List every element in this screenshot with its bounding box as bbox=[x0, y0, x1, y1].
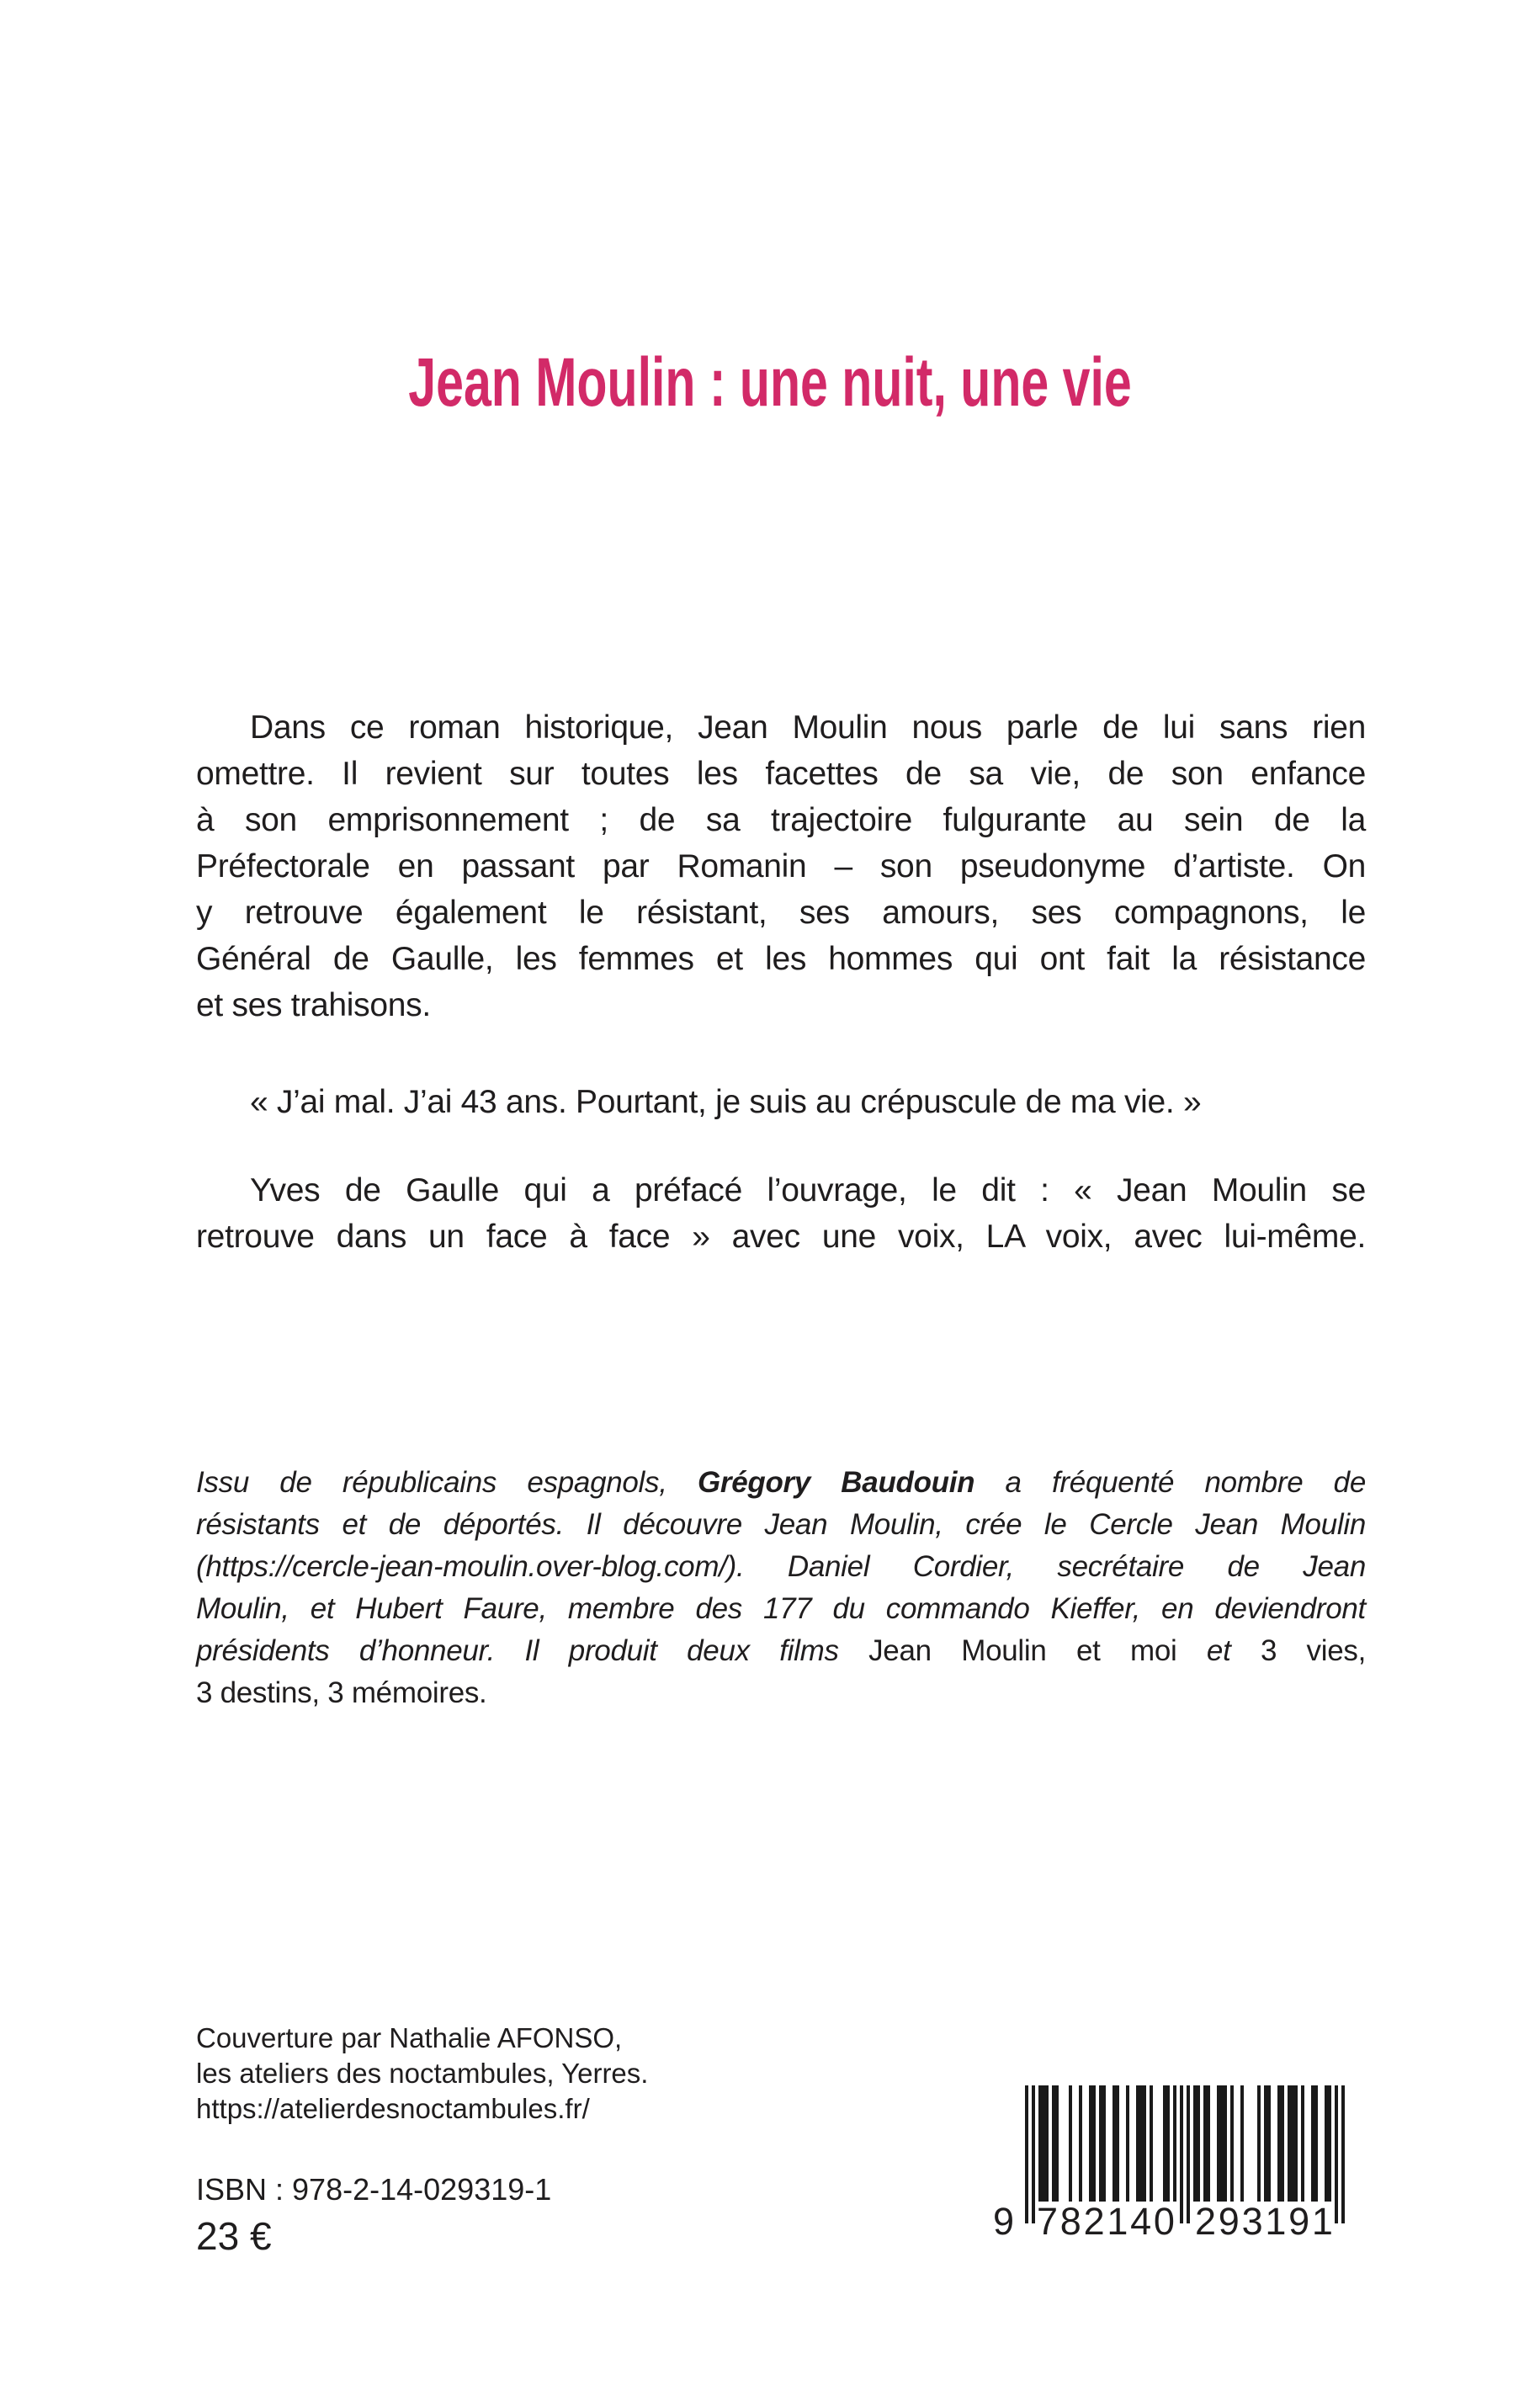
text-segment: 3 destins, 3 mémoires. bbox=[196, 1676, 487, 1709]
barcode-digit: 2 bbox=[1083, 2200, 1105, 2243]
text-line: Couverture par Nathalie AFONSO, bbox=[196, 2022, 623, 2053]
text-line: omettre. Il revient sur toutes les facettes de sa vie, de son enfance bbox=[196, 756, 1366, 792]
text-line bbox=[196, 1462, 1366, 1504]
barcode-digit-group-left bbox=[1037, 2200, 1175, 2244]
cover-credits bbox=[196, 2021, 648, 2127]
price-text: 23 € bbox=[196, 2214, 272, 2258]
text-segment: 3 vies, bbox=[1260, 1634, 1366, 1667]
text-line bbox=[196, 1672, 1366, 1714]
text-segment: Grégory Baudouin bbox=[697, 1466, 975, 1499]
preface-paragraph bbox=[196, 1167, 1366, 1260]
text-line: et ses trahisons. bbox=[196, 987, 431, 1023]
text-line: https://atelierdesnoctambules.fr/ bbox=[196, 2093, 590, 2124]
text-segment: présidents d’honneur. Il produit deux films bbox=[196, 1634, 869, 1667]
barcode-digit: 9 bbox=[1218, 2200, 1240, 2243]
barcode-digit-lead: 9 bbox=[993, 2200, 1015, 2243]
text-segment: Issu de républicains espagnols, bbox=[196, 1466, 698, 1499]
text-line: Préfectorale en passant par Romanin – son pseudonyme d’artiste. On bbox=[196, 848, 1366, 884]
text-line: Général de Gaulle, les femmes et les hommes qui ont fait la résistance bbox=[196, 941, 1366, 977]
text-segment: a fréquenté nombre de bbox=[974, 1466, 1366, 1499]
barcode-digit: 8 bbox=[1059, 2200, 1081, 2243]
barcode-digits bbox=[993, 2200, 1345, 2244]
barcode-digit: 7 bbox=[1037, 2200, 1059, 2243]
barcode-digit: 3 bbox=[1241, 2200, 1263, 2243]
barcode-digit: 1 bbox=[1107, 2200, 1128, 2243]
text-segment: Moulin, et Hubert Faure, membre des 177 du commando Kieffer, en deviendront bbox=[196, 1592, 1366, 1625]
text-segment: Jean Moulin et moi bbox=[868, 1634, 1177, 1667]
book-title: Jean Moulin : une nuit, une vie bbox=[408, 344, 1132, 421]
barcode-digit: 1 bbox=[1311, 2200, 1333, 2243]
text-line: à son emprisonnement ; de sa trajectoire fulgurante au sein de la bbox=[196, 802, 1366, 838]
quote-line: « J’ai mal. J’ai 43 ans. Pourtant, je suis au crépuscule de ma vie. » bbox=[250, 1084, 1202, 1120]
text-segment: et bbox=[1176, 1634, 1261, 1667]
barcode-digit: 0 bbox=[1153, 2200, 1175, 2243]
barcode-digit-group-right bbox=[1195, 2200, 1333, 2244]
barcode-digit: 1 bbox=[1265, 2200, 1287, 2243]
text-line bbox=[196, 1630, 1366, 1672]
author-bio-paragraph bbox=[196, 1462, 1366, 1714]
synopsis-paragraph bbox=[196, 704, 1366, 1028]
text-line: les ateliers des noctambules, Yerres. bbox=[196, 2058, 649, 2089]
text-line: Yves de Gaulle qui a préfacé l’ouvrage, le dit : « Jean Moulin se bbox=[250, 1172, 1366, 1208]
text-line bbox=[196, 1504, 1366, 1546]
isbn-text: ISBN : 978-2-14-029319-1 bbox=[196, 2172, 552, 2207]
barcode-digit: 2 bbox=[1195, 2200, 1217, 2243]
barcode-digit: 4 bbox=[1130, 2200, 1152, 2243]
text-segment: résistants et de déportés. Il découvre Jean Moulin, crée le Cercle Jean Moulin bbox=[196, 1508, 1366, 1541]
text-line: Dans ce roman historique, Jean Moulin nous parle de lui sans rien bbox=[250, 709, 1366, 746]
text-line bbox=[196, 1546, 1366, 1588]
text-segment: (https://cercle-jean-moulin.over-blog.com/). Daniel Cordier, secrétaire de Jean bbox=[196, 1550, 1366, 1583]
text-line: retrouve dans un face à face » avec une voix, LA voix, avec lui-même. bbox=[196, 1219, 1366, 1255]
text-line: y retrouve également le résistant, ses amours, ses compagnons, le bbox=[196, 895, 1366, 931]
barcode-digit: 9 bbox=[1288, 2200, 1310, 2243]
ean13-barcode bbox=[993, 2085, 1345, 2254]
text-line bbox=[196, 1588, 1366, 1630]
